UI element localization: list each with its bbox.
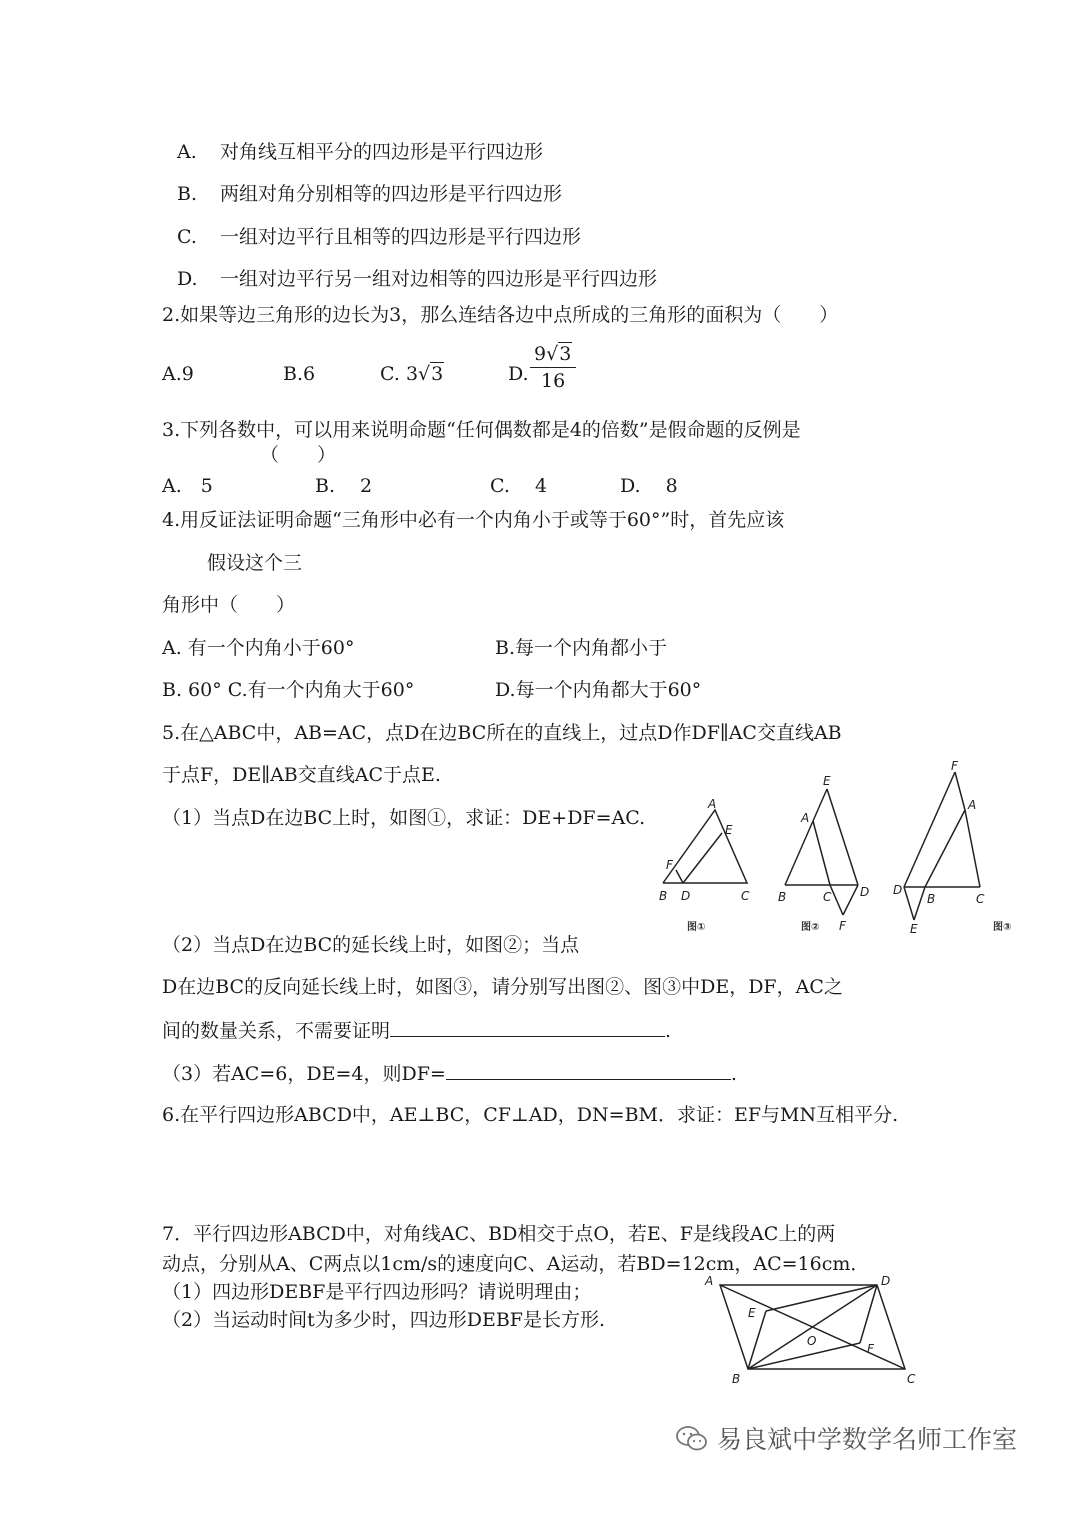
fig2-label-e: E (823, 774, 831, 788)
q3-option-a: A. 5 (162, 475, 213, 497)
q7-figure (700, 1270, 930, 1395)
q3-stem: 3.下列各数中，可以用来说明命题“任何偶数都是4的倍数”是假命题的反例是 (162, 419, 801, 441)
q4-option-b: B.每一个内角都小于 (495, 637, 668, 659)
q1-option-c-text: 一组对边平行且相等的四边形是平行四边形 (220, 226, 582, 248)
q4-option-d: D.每一个内角都大于60° (495, 679, 702, 701)
q7-stem-line2: 动点，分别从A、C两点以1cm/s的速度向C、A运动，若BD=12cm，AC=16cm． (162, 1253, 870, 1275)
q1-option-b-letter: B. (177, 183, 198, 205)
sqrt-symbol: √ (418, 363, 431, 385)
q7-stem-line1: 7．平行四边形ABCD中，对角线AC、BD相交于点O，若E、F是线段AC上的两 (162, 1223, 836, 1245)
fraction-numerator: 9√3 (530, 343, 576, 368)
q2-option-d-fraction (530, 343, 576, 392)
fig2-label-f: F (839, 919, 846, 933)
q3-option-c: C. 4 (490, 475, 548, 497)
q2-option-b: B.6 (283, 363, 316, 385)
fig3-label-c: C (976, 892, 985, 906)
q5-part2-answer-blank[interactable] (390, 1018, 665, 1037)
q5-part2-line1: （2）当点D在边BC的延长线上时，如图②；当点 (162, 934, 580, 956)
fig3-label-f: F (951, 760, 958, 773)
q5-stem-line2: 于点F，DE∥AB交直线AC于点E. (162, 764, 441, 786)
wechat-icon (675, 1425, 709, 1453)
q5-part3 (162, 1061, 737, 1086)
fig2-label-b: B (778, 890, 787, 904)
fig1-label-b: B (659, 889, 668, 903)
q7-label-e: E (748, 1306, 756, 1320)
q7-label-a: A (705, 1274, 714, 1288)
q1-option-c-letter: C. (177, 226, 197, 248)
fig3-line-fa (955, 772, 965, 810)
q7-label-f: F (867, 1342, 874, 1356)
q1-option-a-letter: A. (177, 141, 197, 163)
q5-part2-line3 (162, 1018, 671, 1043)
fig2-side-ac (813, 821, 830, 885)
fig2-line-de (827, 789, 858, 885)
q7-diagonal-bd (748, 1285, 877, 1369)
fig3-label-e: E (910, 922, 918, 936)
fig3-caption: 图③ (993, 922, 1012, 933)
q2-option-c-radicand: 3 (431, 363, 444, 385)
watermark-text: 易良斌中学数学名师工作室 (716, 1425, 1017, 1454)
q5-part3-answer-blank[interactable] (446, 1061, 731, 1080)
q4-stem-line3: 角形中（ ） (162, 594, 296, 616)
fig2-line-ea (813, 789, 827, 821)
fig1-label-c: C (741, 889, 750, 903)
fig1-label-e: E (725, 823, 733, 837)
q6-stem: 6.在平行四边形ABCD中，AE⊥BC，CF⊥AD，DN=BM．求证：EF与MN互相平分. (162, 1104, 899, 1126)
q7-segment-de (766, 1285, 877, 1311)
q1-option-b-text: 两组对角分别相等的四边形是平行四边形 (220, 183, 563, 205)
q1-option-d-text: 一组对边平行另一组对边相等的四边形是平行四边形 (220, 268, 658, 290)
q5-part3-period: . (730, 1063, 737, 1085)
fig2-caption: 图② (801, 922, 820, 933)
q7-label-c: C (907, 1372, 916, 1386)
q3-option-d: D. 8 (620, 475, 678, 497)
fig3-side-ab (925, 810, 965, 887)
fig2-label-c: C (823, 890, 832, 904)
q5-part2-line2: D在边BC的反向延长线上时，如图③，请分别写出图②、图③中DE，DF，AC之 (162, 976, 843, 998)
fig2-line-df (843, 885, 858, 915)
q4-stem-line2: 假设这个三 (207, 552, 303, 574)
q1-option-a-text: 对角线互相平分的四边形是平行四边形 (220, 141, 544, 163)
q2-option-d-label: D. (508, 363, 529, 385)
q5-part3-text: （3）若AC=6，DE=4，则DF= (162, 1063, 446, 1085)
q2-stem: 2.如果等边三角形的边长为3，那么连结各边中点所成的三角形的面积为（ ） (162, 304, 839, 326)
fig2-side-ab (785, 821, 813, 885)
q1-option-d-letter: D. (177, 268, 198, 290)
q4-option-a: A. 有一个内角小于60° (162, 637, 355, 659)
fig2-label-d: D (860, 885, 870, 899)
q2-option-c (380, 362, 444, 386)
fig3-label-b: B (927, 892, 936, 906)
fig1-segment-df (676, 870, 683, 883)
q5-part2-period: . (665, 1020, 672, 1042)
q5-figures (650, 760, 1035, 940)
fig1-label-a: A (708, 797, 717, 811)
fig1-segment-de (683, 833, 722, 883)
q3-option-b: B. 2 (315, 475, 373, 497)
q2-option-c-prefix: C. 3 (380, 363, 419, 385)
q7-part2: （2）当运动时间t为多少时，四边形DEBF是长方形. (162, 1309, 606, 1331)
fig3-label-a: A (968, 798, 977, 812)
q4-option-line2: B. 60° C.有一个内角大于60° (162, 679, 415, 701)
fig2-line-fc (830, 885, 843, 915)
fig3-line-de (904, 887, 914, 920)
fig3-side-ac (965, 810, 980, 887)
q5-part2-line3-text: 间的数量关系，不需要证明 (162, 1020, 391, 1042)
q3-answer-paren: （ ） (260, 444, 337, 466)
q7-label-o: O (807, 1334, 817, 1348)
q2-option-a: A.9 (162, 363, 194, 385)
fig3-line-eb (914, 887, 925, 920)
q5-part1: （1）当点D在边BC上时，如图①，求证：DE+DF=AC. (162, 807, 646, 829)
q7-segment-bf (748, 1343, 860, 1369)
fig3-line-df (904, 772, 955, 887)
fig3-label-d: D (893, 883, 903, 897)
q7-label-b: B (732, 1372, 741, 1386)
q5-stem-line1: 5.在△ABC中，AB=AC，点D在边BC所在的直线上，过点D作DF∥AC交直线AB (162, 722, 842, 744)
fig1-label-f: F (666, 858, 673, 872)
watermark (675, 1420, 1017, 1456)
fraction-denominator: 16 (541, 370, 566, 392)
q7-part1: （1）四边形DEBF是平行四边形吗？请说明理由； (162, 1281, 592, 1303)
fig1-label-d: D (681, 889, 691, 903)
fig1-triangle (663, 810, 747, 883)
q4-stem-line1: 4.用反证法证明命题“三角形中必有一个内角小于或等于60°”时，首先应该 (162, 509, 785, 531)
fig1-caption: 图① (687, 922, 706, 933)
q7-label-d: D (881, 1274, 891, 1288)
fig2-label-a: A (801, 811, 810, 825)
